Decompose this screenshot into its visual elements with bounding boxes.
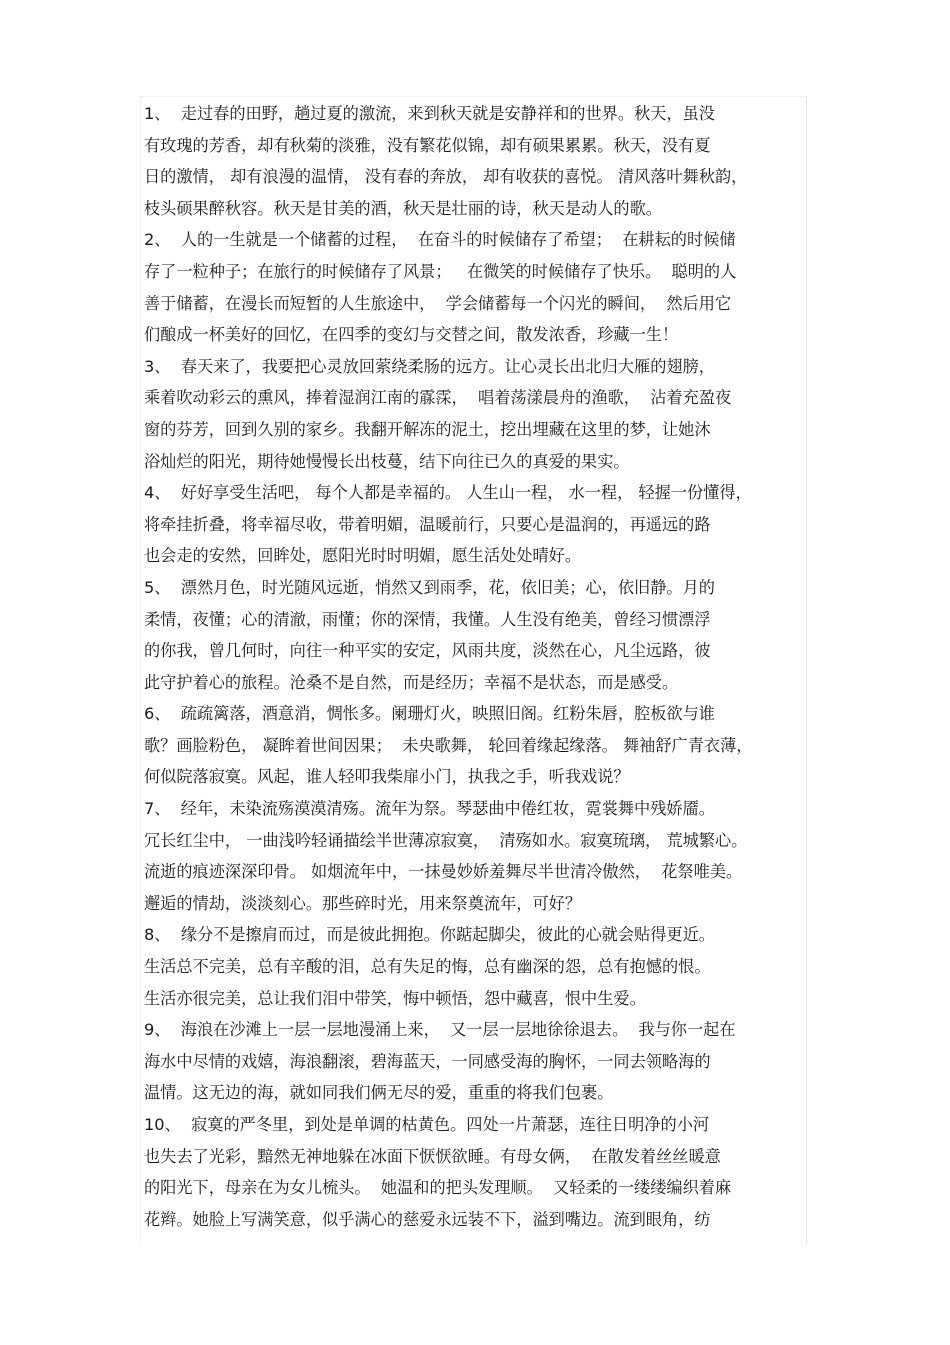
text-line: 浴灿烂的阳光，期待她慢慢长出枝蔓，结下向往已久的真爱的果实。 [144, 451, 630, 471]
text-line: 流逝的痕迹深深印骨。 如烟流年中，一抹曼妙娇羞舞尽半世清冷傲然， 花祭唯美。 [144, 862, 743, 882]
paragraph-3 [144, 351, 806, 477]
text-line: 6、 疏疏篱落，酒意消，惆怅多。阑珊灯火，映照旧阁。红粉朱唇，腔板欲与谁 [144, 704, 715, 724]
text-line: 4、 好好享受生活吧， 每个人都是幸福的。 人生山一程， 水一程， 轻握一份懂得， [144, 483, 752, 503]
paragraph-9 [144, 1014, 806, 1109]
paragraph-1 [144, 98, 806, 224]
text-line: 枝头硕果醉秋容。秋天是甘美的酒，秋天是壮丽的诗，秋天是动人的歌。 [144, 198, 662, 218]
text-line: 邂逅的情劫，淡淡刻心。那些碎时光，用来祭奠流年，可好？ [144, 893, 582, 913]
text-line: 歌？画脸粉色， 凝眸着世间因果； 未央歌舞， 轮回着缘起缘落。 舞袖舒广青衣薄， [144, 735, 753, 755]
text-line: 9、 海浪在沙滩上一层一层地漫涌上来， 又一层一层地徐徐退去。 我与你一起在 [144, 1020, 736, 1040]
text-line: 何似院落寂寞。风起，谁人轻叩我柴扉小门，执我之手，听我戏说？ [144, 767, 630, 787]
page-frame-left-border [140, 96, 141, 1244]
text-line: 8、 缘分不是擦肩而过，而是彼此拥抱。你踮起脚尖，彼此的心就会贴得更近。 [144, 925, 715, 945]
page-frame-top-border [140, 96, 807, 97]
text-line: 10、 寂寞的严冬里，到处是单调的枯黄色。四处一片萧瑟，连往日明净的小河 [144, 1115, 710, 1134]
page-frame-right-border [806, 96, 807, 1244]
paragraph-7 [144, 793, 806, 919]
paragraph-4 [144, 477, 806, 572]
text-line: 存了一粒种子；在旅行的时候储存了风景； 在微笑的时候储存了快乐。 聪明的人 [144, 261, 737, 281]
paragraph-8 [144, 919, 806, 1014]
paragraph-6 [144, 698, 806, 793]
paragraph-10 [144, 1109, 806, 1235]
paragraph-5 [144, 572, 806, 698]
text-line: 3、 春天来了，我要把心灵放回萦绕柔肠的远方。让心灵长出北归大雁的翅膀， [144, 356, 715, 376]
text-line: 也失去了光彩，黯然无神地躲在冰面下恹恹欲睡。有母女俩， 在散发着丝丝暖意 [144, 1146, 721, 1166]
text-line: 生活亦很完美，总让我们泪中带笑，悔中顿悟，怨中藏喜，恨中生爱。 [144, 988, 646, 1008]
text-line: 1、 走过春的田野，趟过夏的激流，来到秋天就是安静祥和的世界。秋天，虽没 [144, 104, 715, 123]
text-line: 生活总不完美，总有辛酸的泪，总有失足的悔，总有幽深的怨，总有抱憾的恨。 [144, 957, 711, 977]
text-line: 5、 漂然月色，时光随风远逝，悄然又到雨季，花，依旧美；心，依旧静。月的 [144, 577, 715, 597]
text-line: 温情。这无边的海，就如同我们俩无尽的爱，重重的将我们包裹。 [144, 1083, 614, 1103]
text-line: 将牵挂折叠，将幸福尽收，带着明媚，温暖前行，只要心是温润的，再遥远的路 [144, 514, 711, 534]
text-line: 的阳光下，母亲在为女儿梳头。 她温和的把头发理顺。 又轻柔的一缕缕编织着麻 [144, 1178, 732, 1198]
text-line: 们酿成一杯美好的回忆，在四季的变幻与交替之间，散发浓香，珍藏一生！ [144, 325, 679, 345]
text-line: 海水中尽情的戏嬉，海浪翻滚，碧海蓝天，一同感受海的胸怀，一同去领略海的 [144, 1051, 711, 1071]
text-line: 窗的芬芳，回到久别的家乡。我翻开解冻的泥土，挖出埋藏在这里的梦，让她沐 [144, 419, 711, 439]
text-line: 也会走的安然，回眸处，愿阳光时时明媚，愿生活处处晴好。 [144, 546, 582, 566]
text-line: 乘着吹动彩云的熏风，捧着湿润江南的霡霂， 唱着荡漾晨舟的渔歌， 沾着充盈夜 [144, 388, 732, 408]
text-line: 此守护着心的旅程。沧桑不是自然，而是经历；幸福不是状态，而是感受。 [144, 672, 679, 692]
paragraph-2 [144, 224, 806, 350]
text-line: 2、 人的一生就是一个储蓄的过程， 在奋斗的时候储存了希望； 在耕耘的时候储 [144, 230, 736, 250]
text-line: 7、 经年，未染流殇漠漠清殇。流年为祭。琴瑟曲中倦红妆，霓裳舞中残娇靥。 [144, 799, 715, 819]
text-line: 有玫瑰的芳香，却有秋菊的淡雅，没有繁花似锦，却有硕果累累。秋天，没有夏 [144, 135, 711, 155]
text-line: 日的激情， 却有浪漫的温情， 没有春的奔放， 却有收获的喜悦。 清风落叶舞秋韵， [144, 167, 748, 187]
text-line: 冗长红尘中， 一曲浅吟轻诵描绘半世薄凉寂寞， 清殇如水。寂寞琉璃， 荒城繁心。 [144, 830, 748, 850]
document-body [144, 98, 806, 1235]
text-line: 善于储蓄，在漫长而短暂的人生旅途中， 学会储蓄每一个闪光的瞬间， 然后用它 [144, 293, 732, 313]
text-line: 花辫。她脸上写满笑意，似乎满心的慈爱永远装不下，溢到嘴边。流到眼角，纺 [144, 1209, 711, 1229]
text-line: 的你我，曾几何时，向往一种平实的安定，风雨共度，淡然在心，凡尘远路，彼 [144, 641, 711, 661]
text-line: 柔情，夜懂；心的清澈，雨懂；你的深情，我懂。人生没有绝美，曾经习惯漂浮 [144, 609, 711, 629]
